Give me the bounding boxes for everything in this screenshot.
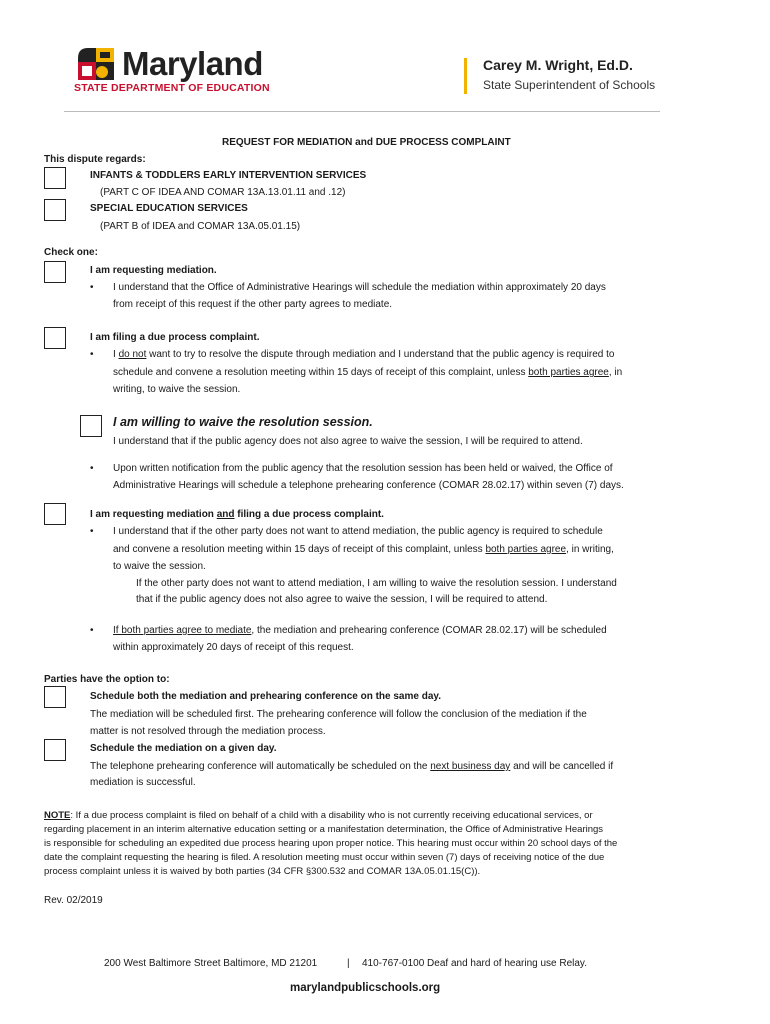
checkbox-waive-resolution[interactable] <box>80 415 102 437</box>
both-text-4: If the other party does not want to attend mediation, I am willing to waive the resolution session. I understand <box>136 578 617 589</box>
parties-label: Parties have the option to: <box>44 674 170 685</box>
waive-bullet-text-2: Administrative Hearings will schedule a telephone prehearing conference (COMAR 28.02.17) within seven (7) days. <box>113 480 624 491</box>
both-text-3: to waive the session. <box>113 561 206 572</box>
given-day-text-2: mediation is successful. <box>90 777 196 788</box>
header-rule <box>64 111 660 112</box>
opt-special-ed-sub: (PART B of IDEA and COMAR 13A.05.01.15) <box>100 221 301 232</box>
bullet: • <box>90 282 94 293</box>
given-day-text-1: The telephone prehearing conference will automatically be scheduled on the next business day and will be cancelled if <box>90 761 614 772</box>
footer-phone: 410-767-0100 Deaf and hard of hearing use Relay. <box>362 958 587 969</box>
both-text-2: and convene a resolution meeting within 15 days of receipt of this complaint, unless both parties agree, in writing, <box>113 544 614 555</box>
bullet: • <box>90 463 94 474</box>
checkbox-special-education[interactable] <box>44 199 66 221</box>
bullet: • <box>90 349 94 360</box>
same-day-text-1: The mediation will be scheduled first. The prehearing conference will follow the conclusion of the mediation if the <box>90 709 587 720</box>
bullet: • <box>90 625 94 636</box>
waive-bullet-text-1: Upon written notification from the public agency that the resolution session has been held or waived, the Office of <box>113 463 613 474</box>
footer-address: 200 West Baltimore Street Baltimore, MD 21201 <box>104 958 318 969</box>
checkbox-mediation[interactable] <box>44 261 66 283</box>
note-line-5: process complaint unless it is waived by both parties (34 CFR §300.532 and COMAR 13A.05.01.15(C)). <box>44 866 481 877</box>
maryland-flag-logo <box>74 44 120 84</box>
given-day-title: Schedule the mediation on a given day. <box>90 743 277 754</box>
opt-infants-title: INFANTS & TODDLERS EARLY INTERVENTION SERVICES <box>90 170 367 181</box>
brand-name: Maryland <box>122 45 263 82</box>
same-day-title: Schedule both the mediation and prehearing conference on the same day. <box>90 691 441 702</box>
both-bullet2-text-2: within approximately 20 days of receipt of this request. <box>113 642 354 653</box>
header-divider <box>464 58 467 94</box>
superintendent-name: Carey M. Wright, Ed.D. <box>483 57 633 73</box>
revision-date: Rev. 02/2019 <box>44 895 103 906</box>
opt-special-ed-title: SPECIAL EDUCATION SERVICES <box>90 203 248 214</box>
check-one-label: Check one: <box>44 247 98 258</box>
both-text-5: that if the public agency does not also agree to waive the session, I will be required to attend. <box>136 594 548 605</box>
superintendent-title: State Superintendent of Schools <box>483 78 656 92</box>
checkbox-infants-toddlers[interactable] <box>44 167 66 189</box>
waive-title: I am willing to waive the resolution session. <box>113 415 373 429</box>
both-text-1: I understand that if the other party does not want to attend mediation, the public agency is required to schedule <box>113 526 603 537</box>
both-bullet2-text-1: If both parties agree to mediate, the mediation and prehearing conference (COMAR 28.02.17) will be scheduled <box>113 625 607 636</box>
checkbox-due-process[interactable] <box>44 327 66 349</box>
brand-subtitle: STATE DEPARTMENT OF EDUCATION <box>74 82 270 94</box>
checkbox-given-day[interactable] <box>44 739 66 761</box>
waive-text: I understand that if the public agency does not also agree to waive the session, I will be required to attend. <box>113 436 583 447</box>
bullet: • <box>90 526 94 537</box>
due-process-text-1: I do not want to try to resolve the dispute through mediation and I understand that the public agency is required to <box>113 349 615 360</box>
same-day-text-2: matter is not resolved through the mediation process. <box>90 726 326 737</box>
due-process-text-3: writing, to waive the session. <box>113 384 241 395</box>
mediation-text-2: from receipt of this request if the other party agrees to mediate. <box>113 299 393 310</box>
footer-separator: | <box>347 958 350 969</box>
mediation-title: I am requesting mediation. <box>90 265 217 276</box>
opt-infants-sub: (PART C OF IDEA AND COMAR 13A.13.01.11 and .12) <box>100 187 346 198</box>
note-line-1: NOTE: If a due process complaint is filed on behalf of a child with a disability who is not currently receiving educational services, or <box>44 810 593 821</box>
note-line-2: regarding placement in an interim alternative education setting or a manifestation determination, the Office of Administrative Hearings <box>44 824 604 835</box>
mediation-text-1: I understand that the Office of Administrative Hearings will schedule the mediation within approximately 20 days <box>113 282 606 293</box>
checkbox-same-day[interactable] <box>44 686 66 708</box>
form-title: REQUEST FOR MEDIATION and DUE PROCESS COMPLAINT <box>222 137 511 148</box>
note-line-4: date the complaint requesting the hearing is filed. A resolution meeting must occur within seven (7) days of receiving notice of the due <box>44 852 605 863</box>
due-process-text-2: schedule and convene a resolution meeting within 15 days of receipt of this complaint, unless both parties agree, in <box>113 367 623 378</box>
both-title: I am requesting mediation and filing a due process complaint. <box>90 509 384 520</box>
checkbox-mediation-and-due-process[interactable] <box>44 503 66 525</box>
dispute-label: This dispute regards: <box>44 154 146 165</box>
footer-website-link[interactable]: marylandpublicschools.org <box>290 982 441 994</box>
note-line-3: is responsible for scheduling an expedited due process hearing upon proper notice. This hearing must occur within 20 school days of the <box>44 838 618 849</box>
due-process-title: I am filing a due process complaint. <box>90 332 260 343</box>
